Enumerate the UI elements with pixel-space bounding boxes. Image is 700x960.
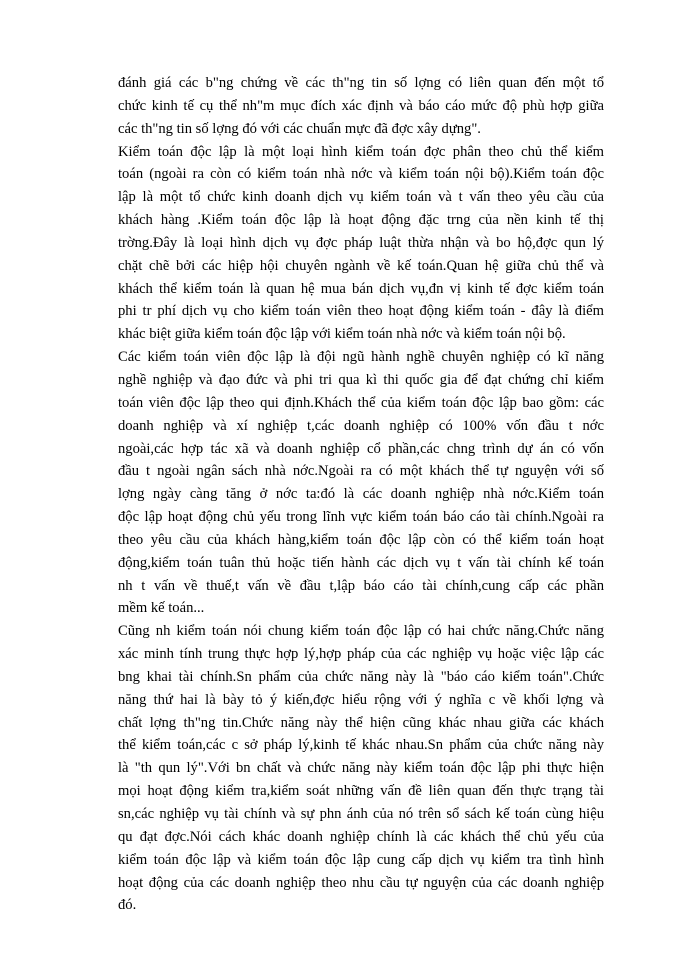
text-line: lợng ngày càng tăng ở nớc ta:đó là các doanh nghiệp nhà nớc.Kiểm toán bbox=[118, 486, 604, 503]
text-line: ngoài,các hợp tác xã và doanh nghiệp cổ phần,các chng trình dự án có vốn bbox=[118, 440, 604, 457]
text-line: sn,các nghiệp vụ tài chính và sự phn ánh của nó trên sổ sách kế toán cùng hiệu bbox=[118, 806, 604, 822]
paragraph-2 bbox=[118, 141, 604, 347]
text-line: khách hàng .Kiểm toán độc lập là hoạt động đặc trng của nền kinh tế thị bbox=[118, 212, 604, 229]
paragraph-4 bbox=[118, 620, 604, 917]
text-line: toán (ngoài ra còn có kiểm toán nhà nớc và kiểm toán nội bộ).Kiểm toán độc bbox=[118, 166, 604, 183]
text-line: xác minh tính trung thực hợp lý,hợp pháp của các nghiệp vụ hoặc việc lập các bbox=[118, 646, 604, 663]
text-line: chức kinh tế cụ thể nh"m mục đích xác định và báo cáo mức độ phù hợp giữa bbox=[118, 97, 604, 114]
text-line: là "th qun lý".Với bn chất và chức năng này kiểm toán độc lập phi thực hiện bbox=[118, 760, 604, 777]
text-line: động,kiểm toán tuân thủ hoặc tiến hành các dịch vụ t vấn tài chính kế toán bbox=[118, 554, 604, 571]
text-line: lập là một tổ chức kinh doanh dịch vụ kiểm toán và t vấn theo yêu cầu của bbox=[118, 189, 604, 206]
text-line: độc lập hoạt động chủ yếu trong lĩnh vực kiểm toán báo cáo tài chính.Ngoài ra bbox=[118, 509, 604, 526]
text-line: đánh giá các b"ng chứng về các th"ng tin số lợng có liên quan đến một tổ bbox=[118, 75, 604, 91]
text-line: thể kiểm toán,các c sở pháp lý,kinh tế khác nhau.Sn phẩm của chức năng này bbox=[118, 737, 604, 754]
text-line: nghề nghiệp và đạo đức và phi tri qua kì thi quốc gia để đạt chứng chỉ kiểm bbox=[118, 371, 604, 388]
text-line: khác biệt giữa kiểm toán độc lập với kiểm toán nhà nớc và kiểm toán nội bộ. bbox=[118, 326, 566, 343]
text-line: theo yêu cầu của khách hàng,kiểm toán độc lập còn có thể kiểm toán hoạt bbox=[118, 531, 604, 548]
text-line: chất lợng th"ng tin.Chức năng này thể hiện cũng khác nhau giữa các khách bbox=[118, 714, 604, 731]
text-line: đó. bbox=[118, 897, 137, 914]
text-line: Kiểm toán độc lập là một loại hình kiểm toán đợc phân theo chủ thể kiểm bbox=[118, 143, 604, 160]
text-line: đầu t ngoài ngân sách nhà nớc.Ngoài ra có một khách thể tự nguyện với số bbox=[118, 463, 604, 480]
text-line: kiểm toán độc lập và kiểm toán độc lập cung cấp dịch vụ kiểm tra tình hình bbox=[118, 851, 604, 868]
text-line: phi tr phí dịch vụ cho kiểm toán viên theo hoạt động kiểm toán - đây là điểm bbox=[118, 303, 604, 320]
text-line: qu đạt đợc.Nói cách khác doanh nghiệp chính là các khách thể chủ yếu của bbox=[118, 828, 604, 845]
text-line: bng khai tài chính.Sn phẩm của chức năng này là "báo cáo kiểm toán".Chức bbox=[118, 668, 604, 685]
text-line: hoạt động của các doanh nghiệp theo nhu cầu tự nguyện của các doanh nghiệp bbox=[118, 874, 604, 891]
text-line: chặt chẽ bởi các hiệp hội chuyên ngành về kế toán.Quan hệ giữa chủ thể và bbox=[118, 257, 604, 274]
text-line: mọi hoạt động kiểm tra,kiểm soát những vấn đề liên quan đến thực trạng tài bbox=[118, 783, 604, 800]
text-line: doanh nghiệp và xí nghiệp t,các doanh nghiệp có 100% vốn đầu t nớc bbox=[118, 417, 604, 434]
text-line: Cũng nh kiểm toán nói chung kiểm toán độc lập có hai chức năng.Chức năng bbox=[118, 623, 604, 640]
text-line: khách thể kiểm toán là quan hệ mua bán dịch vụ,đn vị kinh tế đợc kiểm toán bbox=[118, 280, 604, 297]
text-line: toán viên độc lập theo qui định.Khách thể của kiểm toán độc lập bao gồm: các bbox=[118, 394, 604, 411]
text-line: các th"ng tin số lợng đó với các chuẩn mực đã đợc xây dựng". bbox=[118, 120, 481, 137]
text-line: trờng.Đây là loại hình dịch vụ đợc pháp luật thừa nhận và bo hộ,đợc qun lý bbox=[118, 234, 604, 251]
text-line: năng thứ hai là bày tỏ ý kiến,đợc hiểu rộng với ý nghĩa c về khối lợng và bbox=[118, 691, 604, 708]
text-line: mềm kế toán... bbox=[118, 600, 205, 617]
text-line: nh t vấn về thuế,t vấn về đầu t,lập báo cáo tài chính,cung cấp các phần bbox=[118, 577, 604, 594]
paragraph-1 bbox=[118, 72, 604, 141]
paragraph-3 bbox=[118, 346, 604, 620]
body-text bbox=[118, 72, 604, 917]
text-line: Các kiểm toán viên độc lập là đội ngũ hành nghề chuyên nghiệp có kĩ năng bbox=[118, 349, 604, 366]
